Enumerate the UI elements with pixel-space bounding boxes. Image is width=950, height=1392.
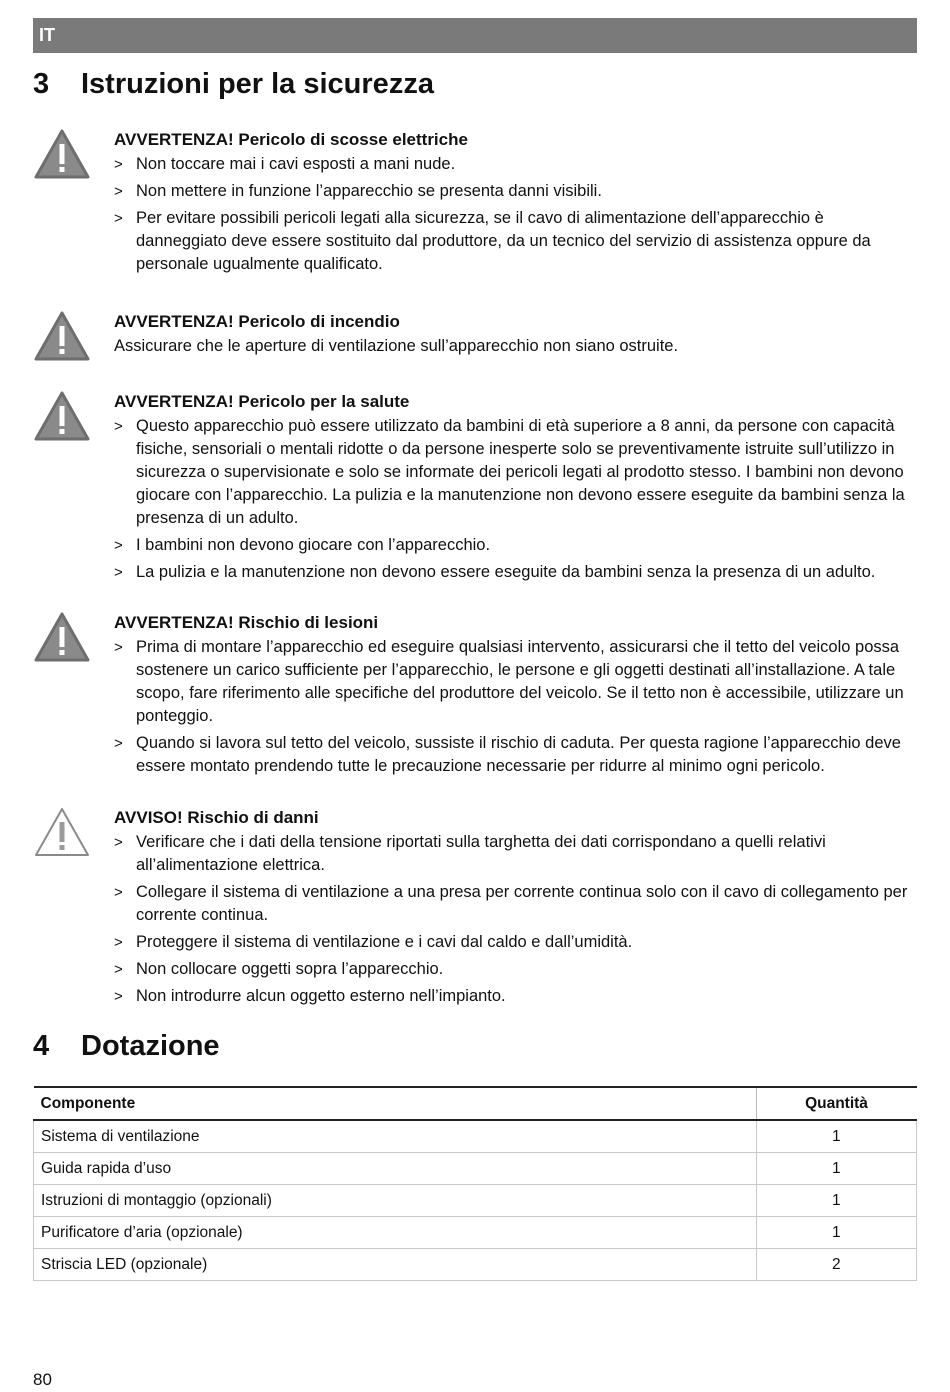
bullet-marker: > — [114, 156, 123, 173]
warning-block-electric-shock — [33, 128, 913, 280]
bullet-marker: > — [114, 934, 123, 951]
warning-list — [114, 153, 913, 276]
warning-list — [114, 831, 913, 1008]
contents-table — [33, 1086, 917, 1281]
table-cell-component: Guida rapida d’uso — [34, 1153, 757, 1185]
warning-triangle-icon — [33, 611, 91, 663]
list-item: > La pulizia e la manutenzione non devono essere eseguite da bambini senza la presenza di un adulto. — [114, 561, 913, 584]
bullet-marker: > — [114, 639, 123, 656]
bullet-marker: > — [114, 418, 123, 435]
warning-title: AVVISO! Rischio di danni — [114, 808, 319, 827]
warning-title: AVVERTENZA! Pericolo di scosse elettriche — [114, 130, 468, 149]
table-row — [34, 1217, 917, 1249]
table-row — [34, 1249, 917, 1281]
warning-text: Assicurare che le aperture di ventilazione sull’apparecchio non siano ostruite. — [114, 337, 679, 355]
bullet-marker: > — [114, 564, 123, 581]
bullet-marker: > — [114, 735, 123, 752]
warning-list — [114, 415, 913, 584]
bullet-marker: > — [114, 183, 123, 200]
list-item: > Non introdurre alcun oggetto esterno nell’impianto. — [114, 985, 913, 1008]
table-cell-component: Istruzioni di montaggio (opzionali) — [34, 1185, 757, 1217]
table-cell-quantity: 2 — [756, 1249, 917, 1281]
language-bar — [33, 18, 917, 53]
section-title: Dotazione — [81, 1030, 220, 1062]
list-item: > Non toccare mai i cavi esposti a mani nude. — [114, 153, 913, 176]
section-4-heading — [33, 1030, 220, 1063]
section-title: Istruzioni per la sicurezza — [81, 68, 434, 100]
list-item: > Per evitare possibili pericoli legati alla sicurezza, se il cavo di alimentazione dell’apparecchio è danneggiato deve essere sostituito dal produttore, da un tecnico del servizio di assistenza oppure da personale ugualmente qualificato. — [114, 209, 871, 273]
column-header-quantity: Quantità — [756, 1087, 917, 1120]
table-row — [34, 1153, 917, 1185]
table-header-row — [34, 1087, 917, 1120]
list-item: > Quando si lavora sul tetto del veicolo, sussiste il rischio di caduta. Per questa ragione l’apparecchio deve essere montato prendendo tutte le precauzione necessarie per ridurre al minimo ogni pericolo. — [114, 734, 901, 775]
bullet-marker: > — [114, 961, 123, 978]
warning-triangle-icon — [33, 390, 91, 442]
list-item: > Non mettere in funzione l’apparecchio se presenta danni visibili. — [114, 180, 913, 203]
list-item: > Verificare che i dati della tensione riportati sulla targhetta dei dati corrispondano a quelli relativi all’alimentazione elettrica. — [114, 833, 826, 874]
section-3-heading — [33, 68, 434, 101]
list-item: > Non collocare oggetti sopra l’apparecchio. — [114, 958, 913, 981]
warning-title: AVVERTENZA! Pericolo di incendio — [114, 312, 400, 331]
warning-list — [114, 636, 913, 778]
table-cell-component: Sistema di ventilazione — [34, 1120, 757, 1153]
list-item: > Questo apparecchio può essere utilizzato da bambini di età superiore a 8 anni, da persone con capacità fisiche, sensoriali o mentali ridotte o da persone inesperte solo se preventivamente istruite sull’utilizzo in sicurezza o supervisionate e solo se informate dei pericoli legati al prodotto stesso. I bambini non devono giocare con l’apparecchio. La pulizia e la manutenzione non devono essere eseguite da bambini senza la presenza di un adulto. — [114, 417, 905, 527]
bullet-marker: > — [114, 834, 123, 851]
table-row — [34, 1120, 917, 1153]
warning-triangle-icon — [33, 128, 91, 180]
section-number: 4 — [33, 1030, 50, 1062]
warning-title: AVVERTENZA! Pericolo per la salute — [114, 392, 410, 411]
table-row — [34, 1185, 917, 1217]
list-item: > Prima di montare l’apparecchio ed eseguire qualsiasi intervento, assicurarsi che il tetto del veicolo possa sostenere un carico sufficiente per l’apparecchio, le persone e gli oggetti destinati all’installazione. A tale scopo, fare riferimento alle specifiche del produttore del veicolo. Se il tetto non è accessibile, utilizzare un ponteggio. — [114, 638, 904, 725]
warning-triangle-icon — [33, 310, 91, 362]
warning-title: AVVERTENZA! Rischio di lesioni — [114, 613, 379, 632]
notice-triangle-icon — [33, 806, 91, 858]
warning-block-injury — [33, 611, 913, 782]
notice-block-damage — [33, 806, 913, 1012]
table-cell-quantity: 1 — [756, 1153, 917, 1185]
table-cell-quantity: 1 — [756, 1185, 917, 1217]
bullet-marker: > — [114, 210, 123, 227]
page-number: 80 — [33, 1370, 52, 1389]
list-item: > I bambini non devono giocare con l’apparecchio. — [114, 534, 913, 557]
list-item: > Collegare il sistema di ventilazione a una presa per corrente continua solo con il cavo di collegamento per corrente continua. — [114, 883, 908, 924]
bullet-marker: > — [114, 537, 123, 554]
table-cell-quantity: 1 — [756, 1120, 917, 1153]
column-header-component: Componente — [34, 1087, 757, 1120]
list-item: > Proteggere il sistema di ventilazione e i cavi dal caldo e dall’umidità. — [114, 931, 913, 954]
bullet-marker: > — [114, 988, 123, 1005]
language-code: IT — [39, 25, 55, 45]
section-number: 3 — [33, 68, 50, 100]
warning-block-health — [33, 390, 913, 588]
table-cell-component: Striscia LED (opzionale) — [34, 1249, 757, 1281]
table-cell-quantity: 1 — [756, 1217, 917, 1249]
bullet-marker: > — [114, 884, 123, 901]
warning-block-fire — [33, 310, 913, 358]
table-cell-component: Purificatore d’aria (opzionale) — [34, 1217, 757, 1249]
